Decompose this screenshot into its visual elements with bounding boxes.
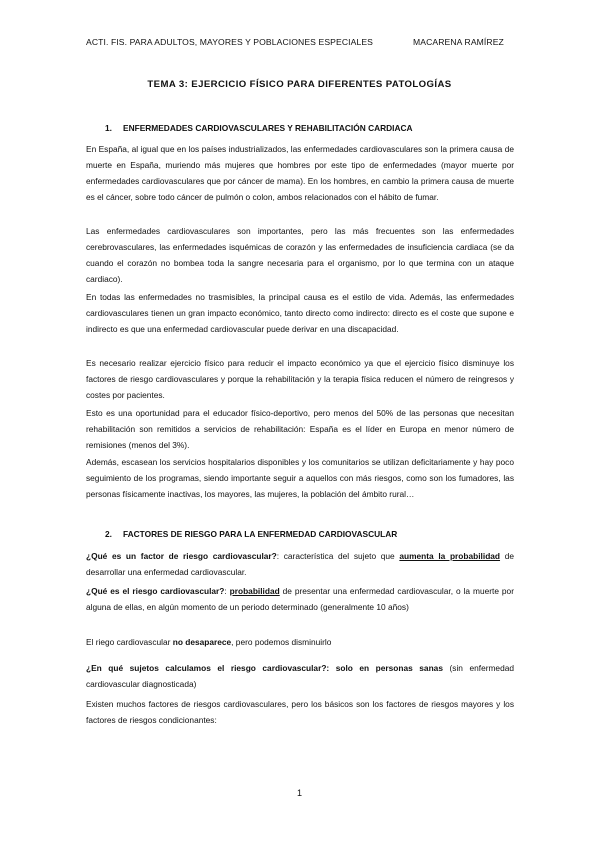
page-number: 1	[296, 788, 302, 798]
question-4-end: (sin enfermedad cardiovascular diagnosticada)	[86, 663, 514, 689]
section-1-paragraph-5	[86, 406, 514, 454]
paragraph-text: Además, escasean los servicios hospitalarios disponibles y los comunitarios se utilizan deficitariamente y hay poco seguimiento de los programas, siendo importante seguir a aquellos con más riesgos, como son los fumadores, las personas físicamente inactivas, los mayores, las mujeres, la población del ámbito rural…	[86, 457, 514, 499]
paragraph-text: En España, al igual que en los países industrializados, las enfermedades cardiovasculares son la primera causa de muerte en España, muriendo más mujeres que hombres por este tipo de enfermedades (mayor muerte por enfermedades cardiovasculares que por cáncer de mama). En los hombres, en cambio la primera causa de muerte es el cáncer, sobre todo cáncer de pulmón o colon, ambos relacionados con el hábito de fumar.	[86, 144, 514, 202]
p3-end: , pero podemos disminuirlo	[231, 637, 332, 647]
p3-start: El riego cardiovascular	[86, 637, 173, 647]
paragraph-text: En todas las enfermedades no trasmisibles, la principal causa es el estilo de vida. Además, las enfermedades cardiovasculares tienen un gran impacto económico, tanto directo como indirecto: directo es el coste que supone e indirecto es que una enfermedad cardiovascular puede derivar en una discapacidad.	[86, 292, 514, 334]
section-2-heading	[86, 527, 514, 543]
p3-bold: no desaparece	[172, 637, 232, 647]
section-2-number: 2.	[105, 529, 112, 539]
question-2-end: de presentar una enfermedad cardiovascular, o la muerte por alguna de ellas, en algún momento de un periodo determinado (generalmente 10 años)	[86, 586, 514, 612]
section-2-title: FACTORES DE RIESGO PARA LA ENFERMEDAD CARDIOVASCULAR	[123, 529, 398, 539]
paragraph-text: Esto es una oportunidad para el educador físico-deportivo, pero menos del 50% de las personas que necesitan rehabilitación son remitidos a servicios de rehabilitación: España es el líder en Europa en menor número de remisiones (menos del 3%).	[86, 408, 514, 450]
section-1-paragraph-4	[86, 356, 514, 404]
header-course-title: ACTI. FIS. PARA ADULTOS, MAYORES Y POBLACIONES ESPECIALES	[86, 37, 373, 47]
section-1-paragraph-2	[86, 224, 514, 288]
paragraph-text: Es necesario realizar ejercicio físico para reducir el impacto económico ya que el ejercicio físico disminuye los factores de riesgo cardiovasculares y porque la rehabilitación y la terapia física reducen el número de reingresos y costes por pacientes.	[86, 358, 514, 400]
section-2-question-2	[86, 584, 514, 616]
question-2-text: :	[224, 586, 230, 596]
section-1-paragraph-6	[86, 455, 514, 503]
paragraph-text: Las enfermedades cardiovasculares son importantes, pero las más frecuentes son las enfermedades cerebrovasculares, las enfermedades isquémicas de corazón y las enfermedades de insuficiencia cardiaca (se da cuando el corazón no bombea toda la sangre necesaria para el organismo, por lo que termina con un ataque cardiaco).	[86, 226, 514, 284]
question-1-bold: ¿Qué es un factor de riesgo cardiovascular?	[86, 551, 277, 561]
paragraph-text: Existen muchos factores de riesgos cardiovasculares, pero los básicos son los factores de riesgos mayores y los factores de riesgos condicionantes:	[86, 699, 514, 725]
section-2-paragraph-3	[86, 635, 514, 651]
question-2-underline: probabilidad	[229, 586, 280, 596]
section-1-heading	[86, 121, 514, 137]
section-1-paragraph-1	[86, 142, 514, 206]
question-1-text: : característica del sujeto que	[276, 551, 400, 561]
section-2-question-1	[86, 549, 514, 581]
section-2-paragraph-5	[86, 697, 514, 729]
section-1-title: ENFERMEDADES CARDIOVASCULARES Y REHABILITACIÓN CARDIACA	[123, 123, 413, 133]
section-1-number: 1.	[105, 123, 112, 133]
question-1-end: de desarrollar una enfermedad cardiovascular.	[86, 551, 514, 577]
header-author: MACARENA RAMÍREZ	[413, 37, 504, 47]
document-title: TEMA 3: EJERCICIO FÍSICO PARA DIFERENTES PATOLOGÍAS	[147, 79, 452, 90]
section-2-question-4	[86, 661, 514, 693]
section-1-paragraph-3	[86, 290, 514, 338]
question-1-underline: aumenta la probabilidad	[399, 551, 501, 561]
question-4-bold: ¿En qué sujetos calculamos el riesgo cardiovascular?: solo en personas sanas	[86, 663, 443, 673]
question-2-bold: ¿Qué es el riesgo cardiovascular?	[86, 586, 225, 596]
